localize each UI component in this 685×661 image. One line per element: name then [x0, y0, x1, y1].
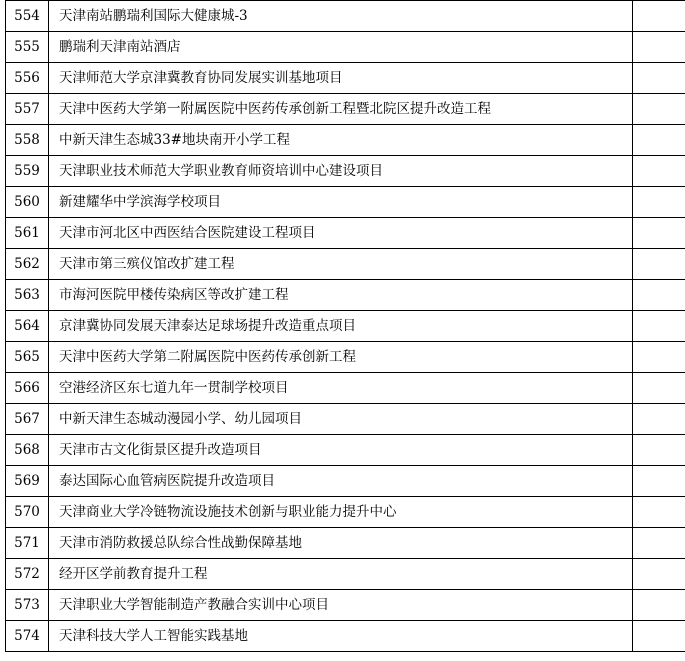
table-row	[6, 63, 685, 94]
project-name: 天津南站鹏瑞利国际大健康城-3	[49, 1, 633, 32]
row-number: 573	[6, 590, 49, 621]
table-row	[6, 621, 685, 652]
empty-cell	[633, 373, 685, 404]
row-number: 562	[6, 249, 49, 280]
empty-cell	[633, 311, 685, 342]
project-name: 鹏瑞利天津南站酒店	[49, 32, 633, 63]
empty-cell	[633, 621, 685, 652]
empty-cell	[633, 404, 685, 435]
table-row	[6, 311, 685, 342]
row-number: 572	[6, 559, 49, 590]
empty-cell	[633, 94, 685, 125]
row-number: 565	[6, 342, 49, 373]
project-name: 天津市古文化街景区提升改造项目	[49, 435, 633, 466]
empty-cell	[633, 559, 685, 590]
row-number: 563	[6, 280, 49, 311]
empty-cell	[633, 125, 685, 156]
table-row	[6, 32, 685, 63]
row-number: 568	[6, 435, 49, 466]
table-row	[6, 280, 685, 311]
table-row	[6, 125, 685, 156]
project-name: 天津师范大学京津冀教育协同发展实训基地项目	[49, 63, 633, 94]
table-row	[6, 94, 685, 125]
table-body	[6, 1, 685, 652]
project-name: 天津中医药大学第二附属医院中医药传承创新工程	[49, 342, 633, 373]
table-row	[6, 559, 685, 590]
empty-cell	[633, 249, 685, 280]
project-name: 天津职业大学智能制造产教融合实训中心项目	[49, 590, 633, 621]
table-row	[6, 404, 685, 435]
row-number: 567	[6, 404, 49, 435]
table-row	[6, 1, 685, 32]
project-name: 中新天津生态城动漫园小学、幼儿园项目	[49, 404, 633, 435]
empty-cell	[633, 187, 685, 218]
row-number: 560	[6, 187, 49, 218]
row-number: 571	[6, 528, 49, 559]
row-number: 559	[6, 156, 49, 187]
table-row	[6, 590, 685, 621]
table-row	[6, 528, 685, 559]
empty-cell	[633, 528, 685, 559]
row-number: 556	[6, 63, 49, 94]
row-number: 569	[6, 466, 49, 497]
row-number: 555	[6, 32, 49, 63]
empty-cell	[633, 218, 685, 249]
table-row	[6, 156, 685, 187]
project-name: 天津市消防救援总队综合性战勤保障基地	[49, 528, 633, 559]
project-name: 泰达国际心血管病医院提升改造项目	[49, 466, 633, 497]
row-number: 558	[6, 125, 49, 156]
row-number: 566	[6, 373, 49, 404]
project-name: 天津市第三殡仪馆改扩建工程	[49, 249, 633, 280]
table-row	[6, 435, 685, 466]
project-name: 中新天津生态城33#地块南开小学工程	[49, 125, 633, 156]
row-number: 561	[6, 218, 49, 249]
row-number: 570	[6, 497, 49, 528]
project-name: 市海河医院甲楼传染病区等改扩建工程	[49, 280, 633, 311]
project-name: 京津冀协同发展天津泰达足球场提升改造重点项目	[49, 311, 633, 342]
empty-cell	[633, 466, 685, 497]
table-row	[6, 373, 685, 404]
table-row	[6, 218, 685, 249]
project-name: 天津商业大学冷链物流设施技术创新与职业能力提升中心	[49, 497, 633, 528]
project-name: 天津职业技术师范大学职业教育师资培训中心建设项目	[49, 156, 633, 187]
empty-cell	[633, 1, 685, 32]
table-row	[6, 187, 685, 218]
empty-cell	[633, 32, 685, 63]
project-table	[5, 0, 685, 652]
empty-cell	[633, 497, 685, 528]
empty-cell	[633, 63, 685, 94]
project-name: 天津科技大学人工智能实践基地	[49, 621, 633, 652]
project-name: 新建耀华中学滨海学校项目	[49, 187, 633, 218]
row-number: 574	[6, 621, 49, 652]
empty-cell	[633, 590, 685, 621]
project-name: 天津市河北区中西医结合医院建设工程项目	[49, 218, 633, 249]
table-row	[6, 466, 685, 497]
empty-cell	[633, 342, 685, 373]
project-name: 经开区学前教育提升工程	[49, 559, 633, 590]
empty-cell	[633, 156, 685, 187]
table-row	[6, 249, 685, 280]
table-row	[6, 497, 685, 528]
project-name: 空港经济区东七道九年一贯制学校项目	[49, 373, 633, 404]
empty-cell	[633, 435, 685, 466]
table-row	[6, 342, 685, 373]
project-name: 天津中医药大学第一附属医院中医药传承创新工程暨北院区提升改造工程	[49, 94, 633, 125]
row-number: 554	[6, 1, 49, 32]
row-number: 557	[6, 94, 49, 125]
empty-cell	[633, 280, 685, 311]
row-number: 564	[6, 311, 49, 342]
